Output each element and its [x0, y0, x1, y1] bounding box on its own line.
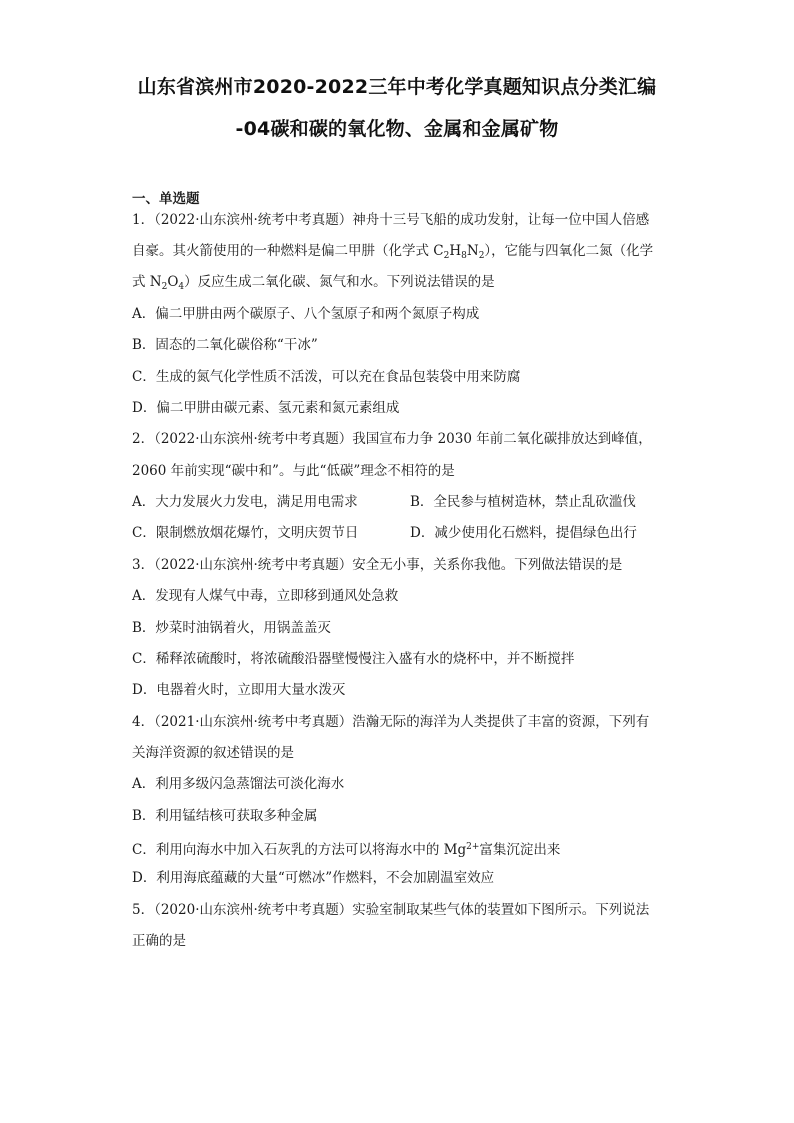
- q1-option-b: B．固态的二氧化碳俗称“干冰”: [132, 337, 318, 353]
- q1-option-d: D．偏二甲肼由碳元素、氢元素和氮元素组成: [132, 400, 400, 416]
- q2-option-d: D．减少使用化石燃料，提倡绿色出行: [410, 525, 637, 541]
- q4-option-c: C．利用向海水中加入石灰乳的方法可以将海水中的 $Mg^{2+}$富集沉淀出来: [132, 842, 561, 858]
- q1-stem-line-3: 式 $N_2O_4$）反应生成二氧化碳、氮气和水。下列说法错误的是: [132, 274, 495, 292]
- q1-stem-line-1: 1．（2022·山东滨州·统考中考真题）神舟十三号飞船的成功发射，让每一位中国人倍感: [132, 212, 650, 228]
- q4-option-a: A．利用多级闪急蒸馏法可淡化海水: [132, 776, 345, 792]
- q2-option-b: B．全民参与植树造林，禁止乱砍滥伐: [410, 494, 636, 510]
- q3-option-a: A．发现有人煤气中毒，立即移到通风处急救: [132, 588, 399, 604]
- q5-stem-line-2: 正确的是: [132, 933, 186, 949]
- q3-stem-line-1: 3．（2022·山东滨州·统考中考真题）安全无小事，关系你我他。下列做法错误的是: [132, 557, 623, 573]
- q4-option-b: B．利用锰结核可获取多种金属: [132, 808, 318, 824]
- q3-option-c: C．稀释浓硫酸时，将浓硫酸沿器壁慢慢注入盛有水的烧杯中，并不断搅拌: [132, 651, 575, 667]
- q3-option-b: B．炒菜时油锅着火，用锅盖盖灭: [132, 620, 331, 636]
- q1-stem-line-2: 自豪。其火箭使用的一种燃料是偏二甲肼（化学式 $C_2H_8N_2$），它能与四氧化二氮（化学: [132, 243, 654, 261]
- q3-option-d: D．电器着火时，立即用大量水泼灭: [132, 682, 346, 698]
- q4-option-d: D．利用海底蕴藏的大量“可燃冰”作燃料，不会加剧温室效应: [132, 870, 495, 886]
- q2-stem-line-2: 2060 年前实现“碳中和”。与此“低碳”理念不相符的是: [132, 463, 455, 479]
- q2-option-a: A．大力发展火力发电，满足用电需求: [132, 494, 358, 510]
- q4-stem-line-2: 关海洋资源的叙述错误的是: [132, 745, 294, 761]
- q4-stem-line-1: 4．（2021·山东滨州·统考中考真题）浩瀚无际的海洋为人类提供了丰富的资源，下列有: [132, 714, 650, 730]
- q2-stem-line-1: 2．（2022·山东滨州·统考中考真题）我国宣布力争 2030 年前二氧化碳排放达到峰值，: [132, 431, 652, 447]
- q1-option-c: C．生成的氮气化学性质不活泼，可以充在食品包装袋中用来防腐: [132, 369, 521, 385]
- section-heading: 一、单选题: [132, 191, 200, 207]
- q2-option-c: C．限制燃放烟花爆竹，文明庆贺节日: [132, 525, 359, 541]
- document-title-line-1: 山东省滨州市2020-2022三年中考化学真题知识点分类汇编: [137, 76, 657, 98]
- document-title-line-2: -04碳和碳的氧化物、金属和金属矿物: [235, 118, 559, 140]
- q5-stem-line-1: 5．（2020·山东滨州·统考中考真题）实验室制取某些气体的装置如下图所示。下列说法: [132, 902, 650, 918]
- q1-option-a: A．偏二甲肼由两个碳原子、八个氢原子和两个氮原子构成: [132, 306, 480, 322]
